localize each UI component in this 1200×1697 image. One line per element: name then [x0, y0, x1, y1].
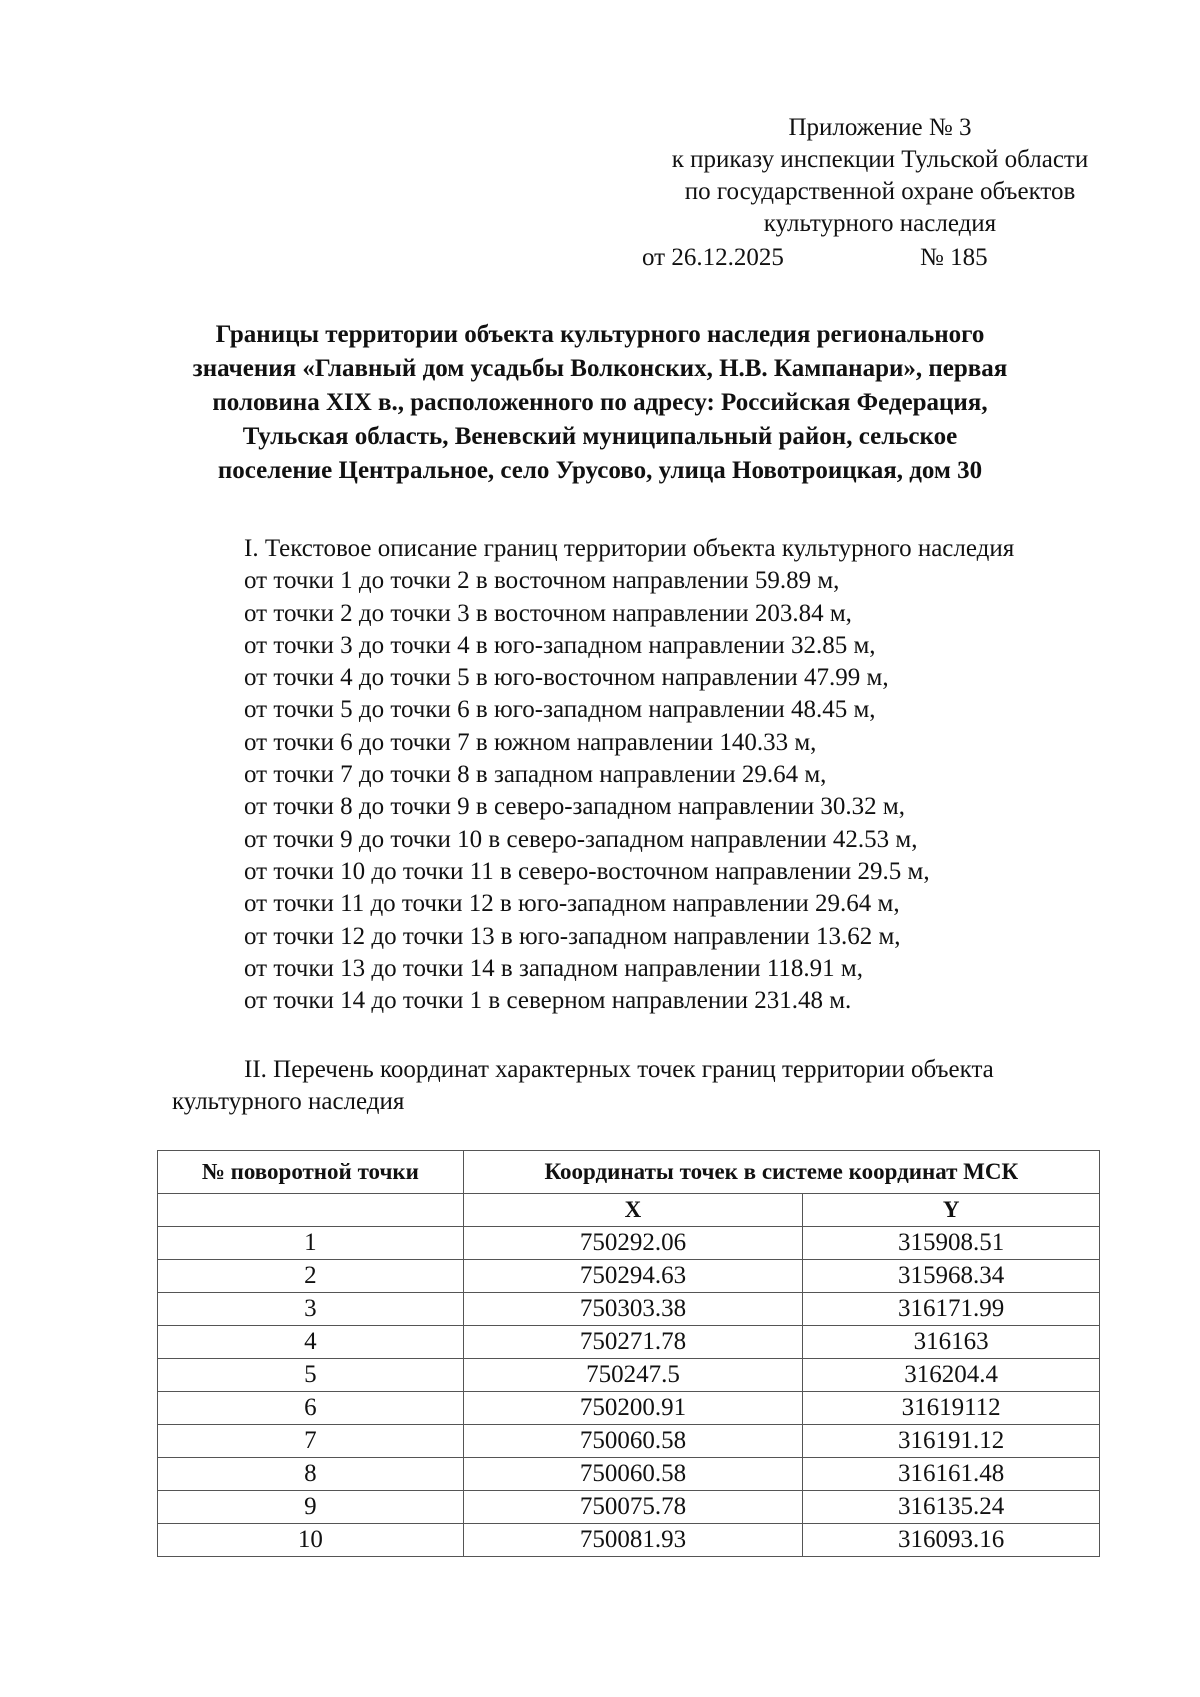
point-number: 5	[158, 1359, 464, 1392]
point-number: 10	[158, 1524, 464, 1557]
header-x: X	[463, 1194, 803, 1227]
order-reference-cont: по государственной охране объектов	[684, 178, 1076, 205]
boundary-segment: от точки 2 до точки 3 в восточном направлении 203.84 м,	[244, 599, 852, 627]
boundary-description-section	[244, 533, 1164, 1017]
coord-y: 316191.12	[803, 1425, 1100, 1458]
order-reference-end: культурного наследия	[763, 210, 997, 237]
table-row	[158, 1392, 1100, 1425]
table-row	[158, 1425, 1100, 1458]
title-line: половина XIX в., расположенного по адресу: Российская Федерация,	[212, 389, 988, 416]
point-number: 6	[158, 1392, 464, 1425]
point-number: 4	[158, 1326, 464, 1359]
point-number: 2	[158, 1260, 464, 1293]
coord-x: 750075.78	[463, 1491, 803, 1524]
table-row	[158, 1260, 1100, 1293]
coord-x: 750292.06	[463, 1227, 803, 1260]
header-coordinates: Координаты точек в системе координат МСК	[463, 1151, 1099, 1194]
boundary-segment: от точки 4 до точки 5 в юго-восточном направлении 47.99 м,	[244, 664, 889, 692]
header-y: Y	[803, 1194, 1100, 1227]
boundary-segment: от точки 7 до точки 8 в западном направлении 29.64 м,	[244, 761, 827, 789]
boundary-segment: от точки 5 до точки 6 в юго-западном направлении 48.45 м,	[244, 696, 876, 724]
order-date: от 26.12.2025	[642, 244, 784, 271]
table-row	[158, 1491, 1100, 1524]
document-title	[150, 318, 1050, 488]
table-header-row	[158, 1151, 1100, 1194]
point-number: 7	[158, 1425, 464, 1458]
coord-y: 316093.16	[803, 1524, 1100, 1557]
coordinates-table	[157, 1150, 1100, 1557]
boundary-segment: от точки 3 до точки 4 в юго-западном направлении 32.85 м,	[244, 631, 876, 659]
order-reference: к приказу инспекции Тульской области	[671, 146, 1089, 173]
coord-y: 316204.4	[803, 1359, 1100, 1392]
coord-y: 316171.99	[803, 1293, 1100, 1326]
coord-x: 750060.58	[463, 1425, 803, 1458]
coord-y: 316161.48	[803, 1458, 1100, 1491]
appendix-header	[620, 112, 1140, 274]
coord-x: 750294.63	[463, 1260, 803, 1293]
boundary-segment: от точки 14 до точки 1 в северном направлении 231.48 м.	[244, 987, 852, 1015]
section-heading-cont: культурного наследия	[172, 1088, 405, 1115]
section-heading: I. Текстовое описание границ территории объекта культурного наследия	[244, 535, 1015, 562]
coord-y: 316163	[803, 1326, 1100, 1359]
point-number: 9	[158, 1491, 464, 1524]
coord-x: 750060.58	[463, 1458, 803, 1491]
boundary-segment: от точки 13 до точки 14 в западном направлении 118.91 м,	[244, 954, 863, 982]
coordinates-section-heading	[172, 1054, 1112, 1118]
boundary-segment: от точки 12 до точки 13 в юго-западном направлении 13.62 м,	[244, 922, 901, 950]
boundary-segment: от точки 6 до точки 7 в южном направлении 140.33 м,	[244, 728, 817, 756]
title-line: поселение Центральное, село Урусово, улица Новотроицкая, дом 30	[217, 457, 983, 484]
coord-y: 316135.24	[803, 1491, 1100, 1524]
boundary-segment: от точки 10 до точки 11 в северо-восточном направлении 29.5 м,	[244, 857, 930, 885]
header-empty	[158, 1194, 464, 1227]
coord-x: 750081.93	[463, 1524, 803, 1557]
table-row	[158, 1227, 1100, 1260]
boundary-segment: от точки 8 до точки 9 в северо-западном направлении 30.32 м,	[244, 793, 905, 821]
coord-x: 750303.38	[463, 1293, 803, 1326]
title-line: Границы территории объекта культурного наследия регионального	[215, 321, 985, 348]
header-point-number: № поворотной точки	[158, 1151, 464, 1194]
title-line: значения «Главный дом усадьбы Волконских, Н.В. Кампанари», первая	[192, 355, 1008, 382]
table-row	[158, 1359, 1100, 1392]
coord-y: 31619112	[803, 1392, 1100, 1425]
point-number: 3	[158, 1293, 464, 1326]
table-subheader-row	[158, 1194, 1100, 1227]
coord-y: 315968.34	[803, 1260, 1100, 1293]
coord-y: 315908.51	[803, 1227, 1100, 1260]
point-number: 1	[158, 1227, 464, 1260]
order-number: № 185	[920, 244, 988, 271]
boundary-segment: от точки 11 до точки 12 в юго-западном направлении 29.64 м,	[244, 890, 900, 918]
coord-x: 750271.78	[463, 1326, 803, 1359]
boundary-segment: от точки 9 до точки 10 в северо-западном направлении 42.53 м,	[244, 825, 918, 853]
table-row	[158, 1458, 1100, 1491]
appendix-number: Приложение № 3	[788, 114, 972, 141]
point-number: 8	[158, 1458, 464, 1491]
section-heading: II. Перечень координат характерных точек границ территории объекта	[244, 1056, 994, 1083]
coord-x: 750247.5	[463, 1359, 803, 1392]
title-line: Тульская область, Веневский муниципальный район, сельское	[242, 423, 958, 450]
coord-x: 750200.91	[463, 1392, 803, 1425]
table-row	[158, 1524, 1100, 1557]
table-row	[158, 1293, 1100, 1326]
table-row	[158, 1326, 1100, 1359]
order-date-row	[620, 242, 1140, 274]
boundary-segment: от точки 1 до точки 2 в восточном направлении 59.89 м,	[244, 567, 840, 595]
